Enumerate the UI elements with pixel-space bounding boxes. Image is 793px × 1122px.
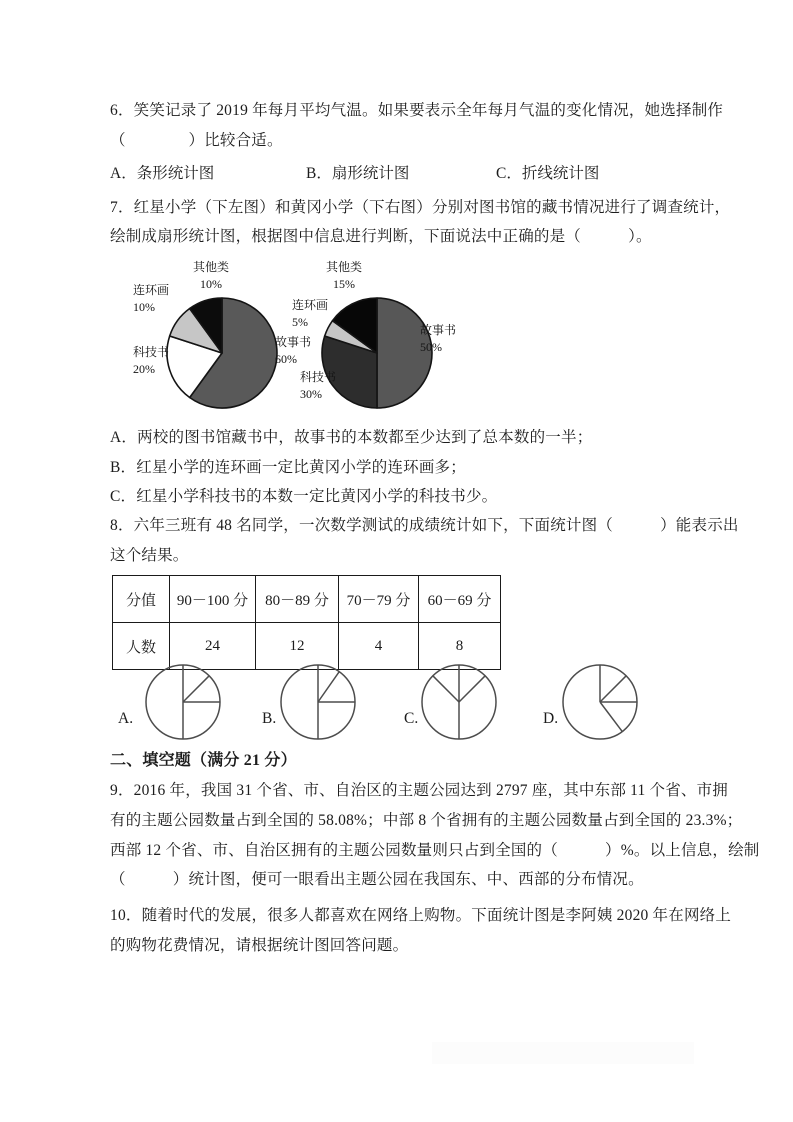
pie-label-percent: 50% <box>420 340 442 354</box>
table-cell: 80－89 分 <box>256 576 339 623</box>
document-q8-line2: 这个结果。 <box>110 547 189 564</box>
q6-option-c: C．折线统计图 <box>496 165 600 182</box>
q8-option-letter-a: A. <box>118 710 134 727</box>
q8-option-letter-c: C. <box>404 710 419 727</box>
option-pie-radius <box>433 676 459 702</box>
pie-label-name: 科技书 <box>300 370 337 384</box>
pie-label-pie-chart-left-1 <box>133 344 169 378</box>
table-cell: 60－69 分 <box>419 576 501 623</box>
pie-label-name: 其他类 <box>325 260 362 274</box>
q8-option-pie-a <box>143 662 223 742</box>
document-q9-lines-0: 9．2016 年，我国 31 个省、市、自治区的主题公园达到 2797 座，其中东部 11 个省、市拥 <box>110 782 729 799</box>
pie-label-name: 连环画 <box>133 283 170 297</box>
table-cell: 8 <box>419 623 501 670</box>
pie-label-pie-chart-right-1 <box>300 369 336 403</box>
document-q7-options-1: B．红星小学的连环画一定比黄冈小学的连环画多； <box>110 459 466 476</box>
document-q9-lines-1: 有的主题公园数量占到全国的 58.08%；中部 8 个省拥有的主题公园数量占到全国的 23.3%； <box>110 812 743 829</box>
table-cell: 24 <box>170 623 256 670</box>
table-cell: 人数 <box>113 623 170 670</box>
pie-label-pie-chart-left-2 <box>133 282 169 316</box>
faint-watermark <box>432 1042 694 1064</box>
table-cell: 90－100 分 <box>170 576 256 623</box>
document-q9-lines-3: （ ）统计图，便可一眼看出主题公园在我国东、中、西部的分布情况。 <box>110 871 644 888</box>
document-q10-lines-1: 的购物花费情况，请根据统计图回答问题。 <box>110 937 409 954</box>
document-q10-lines-0: 10．随着时代的发展，很多人都喜欢在网络上购物。下面统计图是李阿姨 2020 年在网络上 <box>110 907 732 924</box>
q8-option-pie-b <box>278 662 358 742</box>
table-cell: 70－79 分 <box>339 576 419 623</box>
pie-chart-right <box>320 296 434 410</box>
pie-label-pie-chart-right-0 <box>420 322 456 356</box>
q8-option-letter-d: D. <box>543 710 559 727</box>
pie-label-pie-chart-right-2 <box>292 297 328 331</box>
pie-label-percent: 20% <box>133 362 155 376</box>
score-table <box>112 575 501 670</box>
pie-label-percent: 10% <box>133 300 155 314</box>
option-pie-radius <box>183 676 209 702</box>
pie-label-percent: 60% <box>275 352 297 366</box>
pie-label-percent: 10% <box>200 277 222 291</box>
pie-label-name: 故事书 <box>275 335 312 349</box>
option-pie-radius <box>318 672 339 702</box>
pie-label-pie-chart-left-0 <box>275 334 311 368</box>
pie-label-name: 故事书 <box>420 323 457 337</box>
option-pie-radius <box>459 676 485 702</box>
table-cell: 4 <box>339 623 419 670</box>
document-q6-line1: 6．笑笑记录了 2019 年每月平均气温。如果要表示全年每月气温的变化情况，她选择制作 <box>110 102 724 119</box>
table-cell: 分值 <box>113 576 170 623</box>
q6-option-b: B．扇形统计图 <box>306 165 410 182</box>
pie-label-percent: 15% <box>333 277 355 291</box>
document-q7-options-0: A．两校的图书馆藏书中，故事书的本数都至少达到了总本数的一半； <box>110 429 593 446</box>
document-q7-options-2: C．红星小学科技书的本数一定比黄冈小学的科技书少。 <box>110 488 498 505</box>
q6-options-row <box>110 161 710 181</box>
document-q6-line2: （ ）比较合适。 <box>110 132 283 149</box>
document-q9-lines-2: 西部 12 个省、市、自治区拥有的主题公园数量则只占到全国的（ ）%。以上信息，绘制 <box>110 842 760 859</box>
q6-option-a: A．条形统计图 <box>110 165 215 182</box>
pie-label-name: 科技书 <box>133 345 170 359</box>
table-cell: 12 <box>256 623 339 670</box>
pie-label-name: 连环画 <box>292 298 329 312</box>
document-q7-line1: 7．红星小学（下左图）和黄冈小学（下右图）分别对图书馆的藏书情况进行了调查统计， <box>110 199 731 216</box>
pie-label-name: 其他类 <box>192 260 229 274</box>
q8-option-pie-d <box>560 662 640 742</box>
q8-option-pie-c <box>419 662 499 742</box>
pie-label-pie-chart-right-3 <box>318 259 370 293</box>
q8-option-letter-b: B. <box>262 710 277 727</box>
pie-label-percent: 30% <box>300 387 322 401</box>
pie-label-percent: 5% <box>292 315 308 329</box>
pie-label-pie-chart-left-3 <box>185 259 237 293</box>
option-pie-radius <box>600 676 626 702</box>
pie-chart-left <box>165 296 279 410</box>
document-q7-line2: 绘制成扇形统计图，根据图中信息进行判断，下面说法中正确的是（ ）。 <box>110 228 652 245</box>
document-q8-line1: 8．六年三班有 48 名同学，一次数学测试的成绩统计如下，下面统计图（ ）能表示出 <box>110 517 739 534</box>
option-pie-radius <box>600 702 622 732</box>
document-section2_heading: 二、填空题（满分 21 分） <box>110 752 297 769</box>
